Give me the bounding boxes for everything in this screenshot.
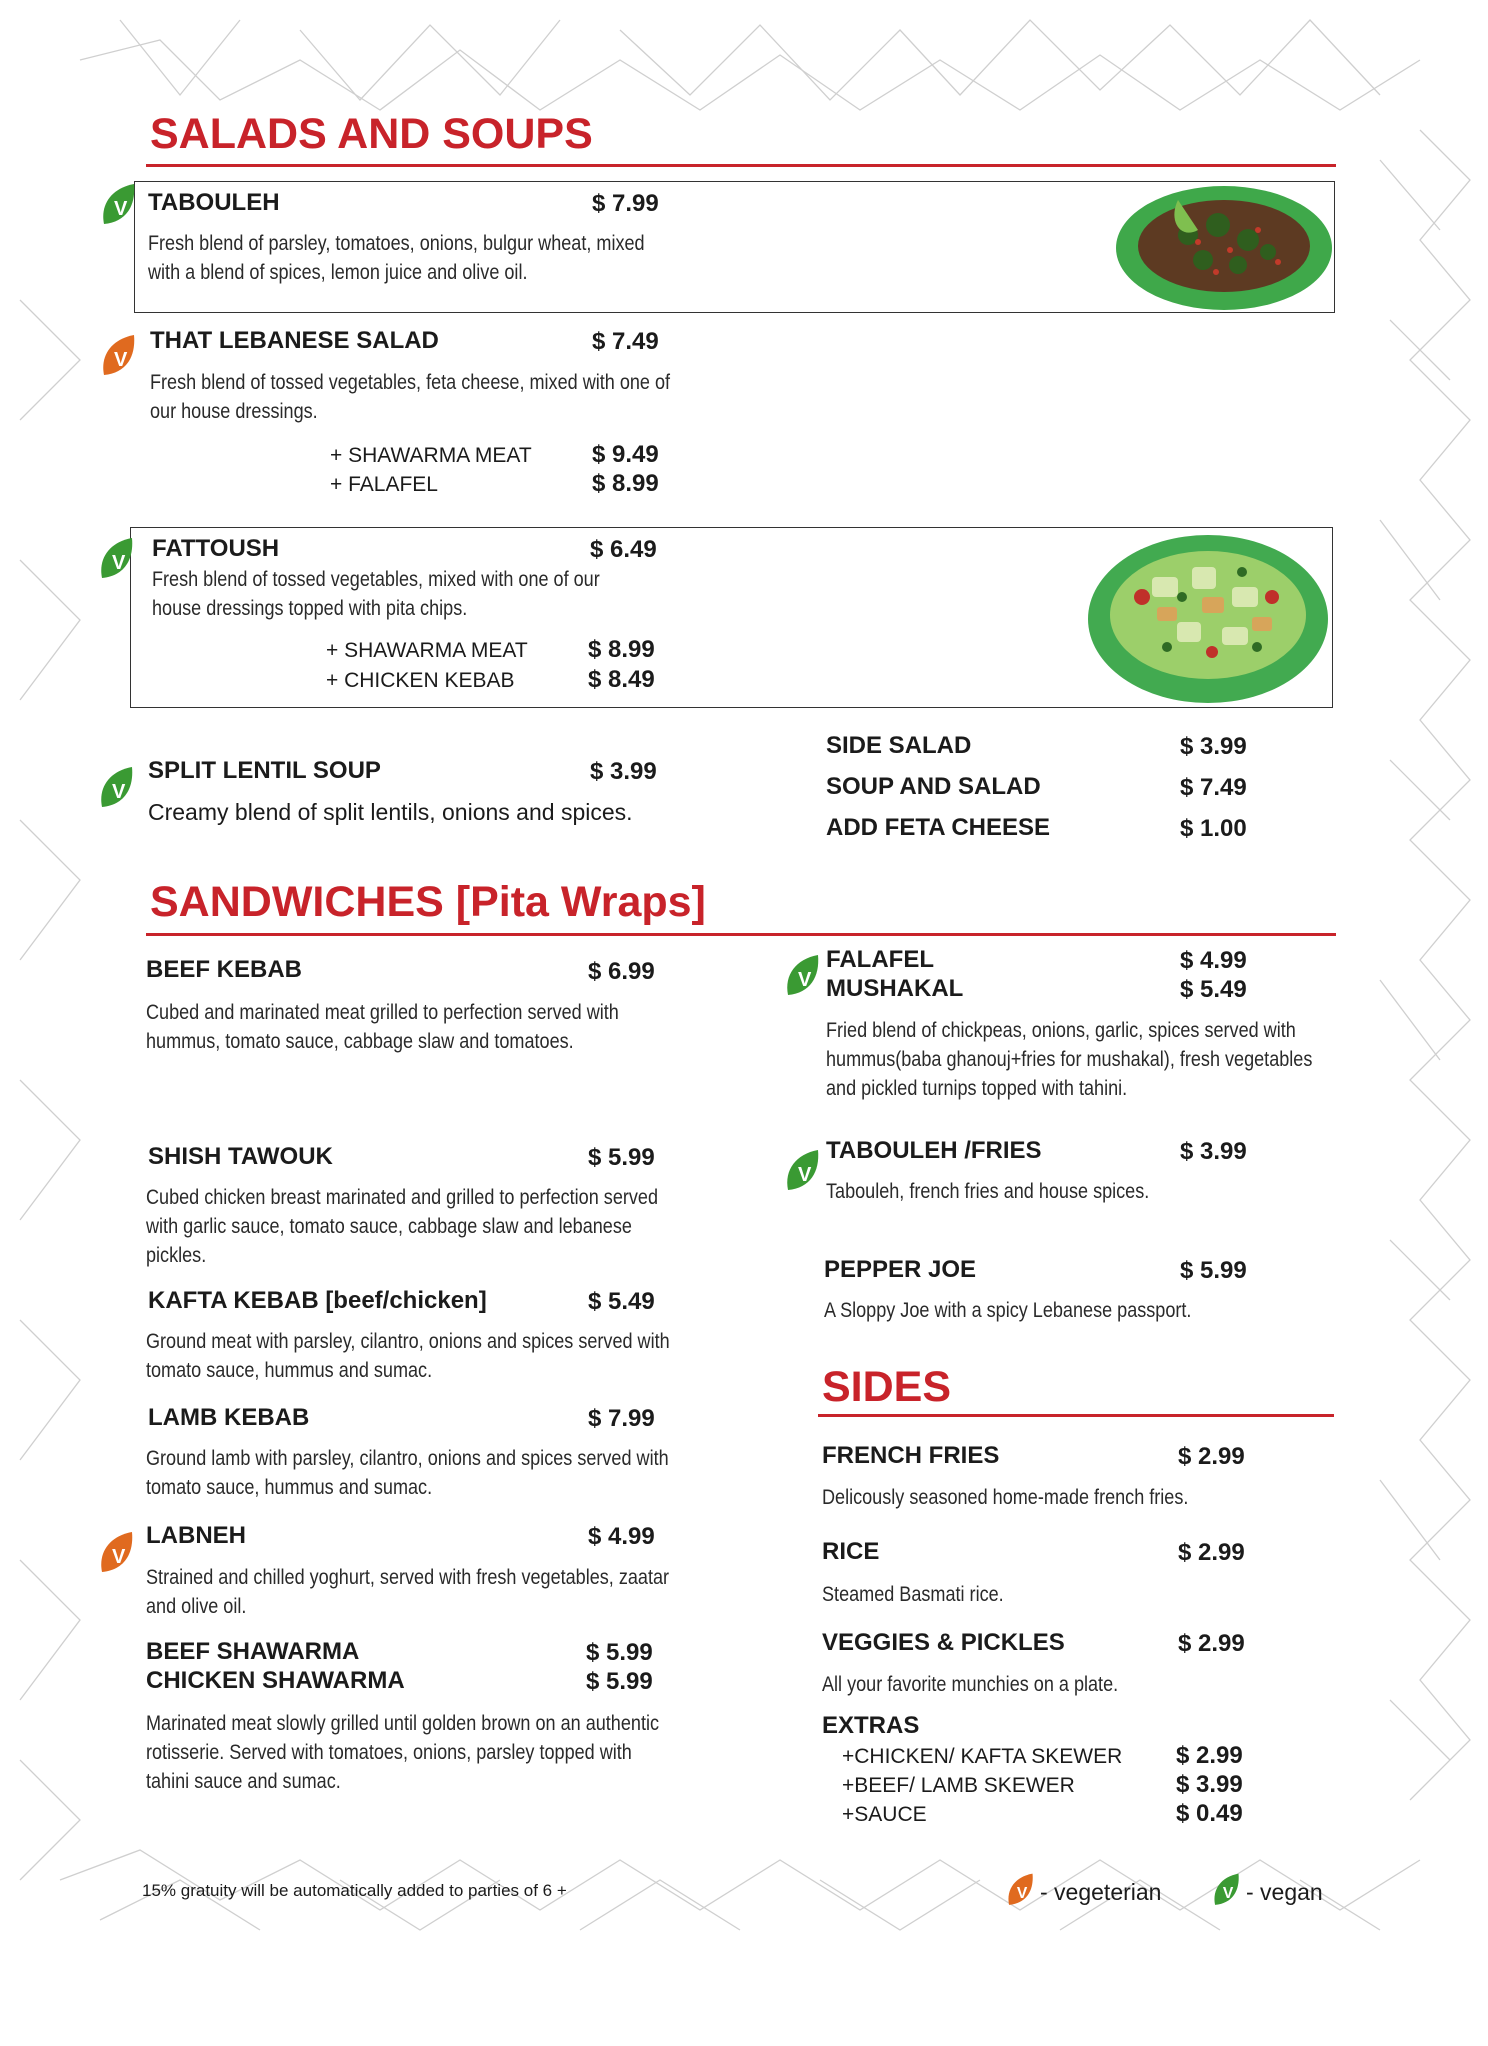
addon-price: $ 8.99	[592, 470, 659, 497]
extra-label: +SAUCE	[842, 1803, 927, 1826]
extra-price: $ 3.99	[1176, 1771, 1243, 1798]
item-description: Tabouleh, french fries and house spices.	[826, 1180, 1150, 1203]
addon-price: $ 8.99	[588, 636, 655, 663]
addon-label: + SHAWARMA MEAT	[326, 639, 528, 662]
section-title-sides: SIDES	[822, 1363, 952, 1411]
item-description: Delicously seasoned home-made french fries.	[822, 1486, 1189, 1509]
item-name: LAMB KEBAB	[148, 1404, 310, 1431]
item-price: $ 2.99	[1178, 1539, 1245, 1566]
side-item-price: $ 7.49	[1180, 774, 1247, 801]
item-price: $ 3.99	[1180, 1138, 1247, 1165]
side-item-name: ADD FETA CHEESE	[826, 814, 1051, 841]
item-price: $ 5.99	[586, 1639, 653, 1666]
item-description: All your favorite munchies on a plate.	[822, 1673, 1119, 1696]
item-name: KAFTA KEBAB [beef/chicken]	[148, 1287, 487, 1314]
legend-vegan: - vegan	[1246, 1879, 1323, 1905]
item-name: SHISH TAWOUK	[148, 1143, 333, 1170]
item-name: THAT LEBANESE SALAD	[150, 327, 439, 354]
item-description: Steamed Basmati rice.	[822, 1583, 1004, 1606]
item-name: BEEF SHAWARMA	[146, 1638, 360, 1665]
extra-price: $ 2.99	[1176, 1742, 1243, 1769]
svg-text:V: V	[798, 1164, 812, 1186]
vegan-leaf-icon	[782, 1148, 822, 1194]
item-name: BEEF KEBAB	[146, 956, 303, 983]
section-rule	[146, 164, 1336, 167]
svg-text:V: V	[114, 198, 128, 220]
item-price: $ 4.99	[588, 1523, 655, 1550]
addon-label: + FALAFEL	[330, 473, 438, 496]
item-description: Ground meat with parsley, cilantro, onions and spices served with tomato sauce, hummus and sumac.	[146, 1330, 670, 1382]
side-item-name: SOUP AND SALAD	[826, 773, 1041, 800]
svg-text:V: V	[1222, 1884, 1234, 1902]
vegetarian-leaf-icon	[98, 333, 138, 379]
side-item-price: $ 1.00	[1180, 815, 1247, 842]
item-description: Cubed chicken breast marinated and grilled to perfection served with garlic sauce, tomato sauce, cabbage slaw and lebanese pickles.	[146, 1186, 658, 1267]
item-description: Ground lamb with parsley, cilantro, onions and spices served with tomato sauce, hummus and sumac.	[146, 1447, 669, 1499]
section-title-salads: SALADS AND SOUPS	[150, 110, 593, 158]
item-name: MUSHAKAL	[826, 975, 964, 1002]
item-description: A Sloppy Joe with a spicy Lebanese passport.	[824, 1299, 1192, 1322]
item-price: $ 5.99	[586, 1668, 653, 1695]
vegan-leaf-icon	[1210, 1872, 1242, 1908]
addon-price: $ 8.49	[588, 666, 655, 693]
item-name: FATTOUSH	[152, 535, 280, 562]
extra-price: $ 0.49	[1176, 1800, 1243, 1827]
item-description: Creamy blend of split lentils, onions and spices.	[148, 799, 633, 825]
vegan-leaf-icon	[96, 765, 136, 811]
section-rule	[818, 1414, 1334, 1417]
item-price: $ 7.99	[592, 190, 659, 217]
section-rule	[146, 933, 1336, 936]
addon-price: $ 9.49	[592, 441, 659, 468]
vegan-leaf-icon	[782, 953, 822, 999]
item-name: RICE	[822, 1538, 880, 1565]
item-description: Fresh blend of tossed vegetables, feta cheese, mixed with one of our house dressings.	[150, 371, 671, 423]
item-name: TABOULEH	[148, 189, 280, 216]
item-name: CHICKEN SHAWARMA	[146, 1667, 405, 1694]
item-price: $ 5.99	[588, 1144, 655, 1171]
item-description: Strained and chilled yoghurt, served with fresh vegetables, zaatar and olive oil.	[146, 1566, 670, 1618]
item-price: $ 3.99	[590, 758, 657, 785]
section-title-sandwiches: SANDWICHES [Pita Wraps]	[150, 878, 706, 926]
item-description: Marinated meat slowly grilled until golden brown on an authentic rotisserie. Served with tomatoes, onions, parsley topped with tahini sauce and sumac.	[146, 1712, 660, 1793]
legend-vegetarian: - vegeterian	[1040, 1879, 1162, 1905]
svg-text:V: V	[112, 781, 126, 803]
addon-label: + SHAWARMA MEAT	[330, 444, 532, 467]
svg-text:V: V	[112, 552, 126, 574]
vegetarian-leaf-icon	[1004, 1872, 1036, 1908]
item-name: TABOULEH /FRIES	[826, 1137, 1042, 1164]
item-price: $ 2.99	[1178, 1443, 1245, 1470]
gratuity-note: 15% gratuity will be automatically added to parties of 6 +	[142, 1881, 567, 1900]
item-description: Fried blend of chickpeas, onions, garlic, spices served with hummus(baba ghanouj+fries for mushakal), fresh vegetables and pickled turnips topped with tahini.	[826, 1019, 1313, 1100]
item-price: $ 2.99	[1178, 1630, 1245, 1657]
item-price: $ 7.99	[588, 1405, 655, 1432]
svg-text:V: V	[798, 969, 812, 991]
item-price: $ 5.49	[588, 1288, 655, 1315]
fattoush-photo	[1082, 527, 1330, 705]
item-price: $ 4.99	[1180, 947, 1247, 974]
addon-label: + CHICKEN KEBAB	[326, 669, 515, 692]
extra-label: +CHICKEN/ KAFTA SKEWER	[842, 1745, 1123, 1768]
item-name: FRENCH FRIES	[822, 1442, 1000, 1469]
svg-text:V: V	[114, 349, 128, 371]
item-name: PEPPER JOE	[824, 1256, 977, 1283]
item-name: LABNEH	[146, 1522, 246, 1549]
item-name: SPLIT LENTIL SOUP	[148, 757, 381, 784]
item-price: $ 6.99	[588, 958, 655, 985]
item-name: FALAFEL	[826, 946, 934, 973]
side-item-price: $ 3.99	[1180, 733, 1247, 760]
item-description: Fresh blend of tossed vegetables, mixed with one of our house dressings topped with pita chips.	[152, 568, 600, 620]
item-price: $ 7.49	[592, 328, 659, 355]
item-description: Fresh blend of parsley, tomatoes, onions, bulgur wheat, mixed with a blend of spices, lemon juice and olive oil.	[148, 232, 645, 284]
extras-title: EXTRAS	[822, 1712, 920, 1739]
extra-label: +BEEF/ LAMB SKEWER	[842, 1774, 1075, 1797]
side-item-name: SIDE SALAD	[826, 732, 972, 759]
item-price: $ 5.49	[1180, 976, 1247, 1003]
vegetarian-leaf-icon	[96, 1530, 136, 1576]
item-description: Cubed and marinated meat grilled to perfection served with hummus, tomato sauce, cabbage slaw and tomatoes.	[146, 1001, 619, 1053]
item-price: $ 5.99	[1180, 1257, 1247, 1284]
vegan-leaf-icon	[98, 182, 138, 228]
tabouleh-photo	[1108, 180, 1334, 312]
item-price: $ 6.49	[590, 536, 657, 563]
svg-text:V: V	[112, 1546, 126, 1568]
item-name: VEGGIES & PICKLES	[822, 1629, 1065, 1656]
svg-text:V: V	[1016, 1884, 1028, 1902]
vegan-leaf-icon	[96, 536, 136, 582]
